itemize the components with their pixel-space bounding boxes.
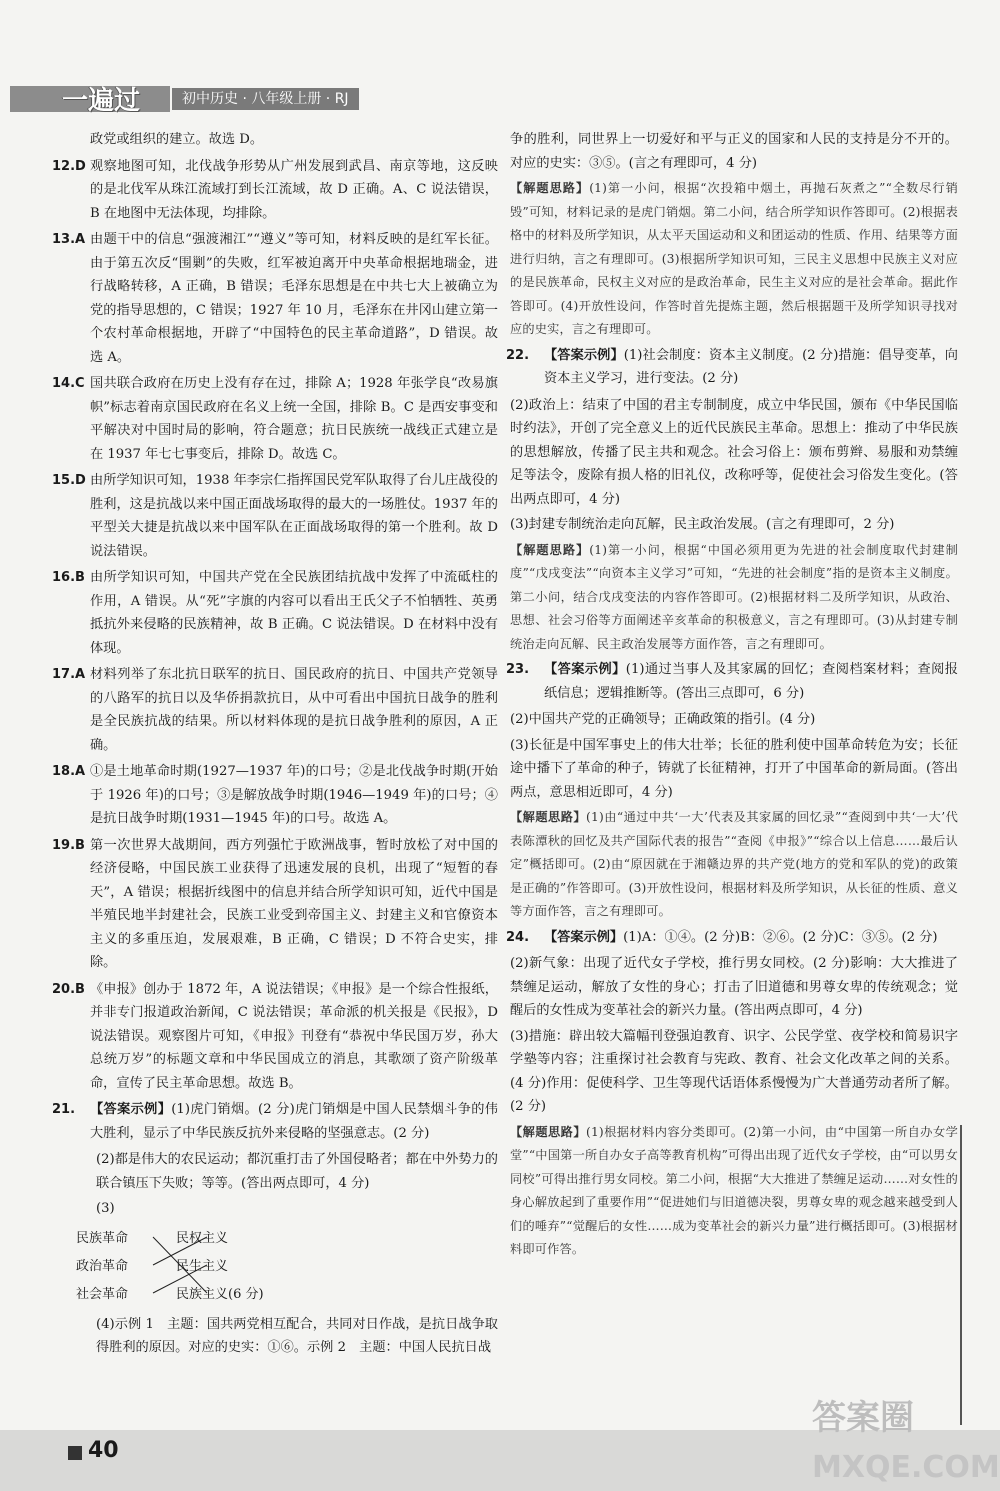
- diagram-right-2: 民生主义: [176, 1258, 229, 1274]
- q23-analysis: 【解题思路】(1)由“通过中共‘一大’代表及其家属的回忆录”“查阅到中共‘一大’代表陈潭秋的回忆及共产国际代表的报告”“查阅《申报》”“综合以上信息……最后认定”概括即可。(2)由“原因就在于湘赣边界的共产党(地方的党和军队的党)的政策是正确的”作答即可。(3)开放性设问，根据材料及所学知识，从长征的性质、意义等方面作答，言之有理即可。: [510, 810, 959, 918]
- column-divider: [960, 1125, 962, 1425]
- answer-item-23: 23. 【答案示例】(1)通过当事人及其家属的回忆；查阅档案材料；查阅报纸信息；逻辑推断等。(答出三点即可，6 分): [506, 662, 958, 701]
- answer-item-18: 18.A ①是土地革命时期(1927—1937 年)的口号；②是北伐战争时期(开始于 1926 年)的口号；③是解放战争时期(1946—1949 年)的口号；④是抗日战争时期(1931—1945 年)的口号。故选 A。: [52, 764, 498, 826]
- diagram-right-1: 民权主义: [176, 1230, 229, 1246]
- answer-item: 政党或组织的建立。故选 D。: [90, 132, 264, 147]
- answer-item-22: 22. 【答案示例】(1)社会制度：资本主义制度。(2 分)措施：倡导变革，向资本主义学习，进行变法。(2 分): [506, 347, 958, 386]
- q21-part4: (4)示例 1 主题：国共两党相互配合，共同对日作战，是抗日战争取得胜利的原因。对应的史实：①⑥。示例 2 主题：中国人民抗日战: [96, 1316, 498, 1355]
- diagram-left-2: 政治革命: [76, 1258, 129, 1274]
- diagram-right-3: 民族主义(6 分): [176, 1286, 264, 1302]
- answer-item-14: 14.C 国共联合政府在历史上没有存在过，排除 A；1928 年张学良“改易旗帜”标志着南京国民政府在名义上统一全国，排除 B。C 是西安事变和平解决对中国时局的影响，符合题意；抗日民族统一战线正式建立是在 1937 年七七事变后，排除 D。故选 C。: [52, 376, 498, 462]
- answer-item-19: 19.B 第一次世界大战期间，西方列强忙于欧洲战事，暂时放松了对中国的经济侵略，中国民族工业获得了迅速发展的良机，出现了“短暂的春天”，A 错误；根据折线图中的信息并结合所学知识可知，近代中国是半殖民地半封建社会，民族工业受到帝国主义、封建主义和官僚资本主义的多重压迫，发展艰难，B 正确，C 错误；D 不符合史实，排除。: [52, 837, 498, 970]
- q21-analysis: 【解题思路】(1)第一小问，根据“次投箱中烟土，再抛石灰煮之”“全数尽行销毁”可知，材料记录的是虎门销烟。第二小问，结合所学知识作答即可。(2)根据表格中的材料及所学知识，从太平天国运动和义和团运动的性质、作用、结果等方面进行归纳，言之有理即可。(3)根据所学知识可知，三民主义思想中民族主义对应的是民族革命，民权主义对应的是政治革命，民生主义对应的是社会革命。据此作答即可。(4)开放性设问，作答时首先提炼主题，然后根据题干及所学知识寻找对应的史实，言之有理即可。: [510, 181, 958, 336]
- q21-part3: (3): [96, 1201, 115, 1216]
- answer-item-21: 21. 【答案示例】(1)虎门销烟。(2 分)虎门销烟是中国人民禁烟斗争的伟大胜利，显示了中华民族反抗外来侵略的坚强意志。(2 分): [52, 1102, 498, 1141]
- answer-item-13: 13.A 由题干中的信息“强渡湘江”“遵义”等可知，材料反映的是红军长征。由于第五次反“围剿”的失败，红军被迫离开中央革命根据地瑞金，进行战略转移，A 正确，B 错误；毛泽东思想是在中共七大上被确立为党的指导思想的，C 错误；1927 年 10 月，毛泽东在井冈山建立第一个农村革命根据地，开辟了“中国特色的民主革命道路”，D 错误。故选 A。: [52, 232, 498, 365]
- left-column: [52, 128, 498, 1362]
- book-logo: 一遍过: [62, 86, 141, 116]
- subject-label: 初中历史 · 八年级上册 · RJ: [172, 88, 359, 110]
- diagram-left-3: 社会革命: [76, 1286, 129, 1302]
- watermark-badge: 答案圈: [812, 1398, 914, 1438]
- answer-item-16: 16.B 由所学知识可知，中国共产党在全民族团结抗战中发挥了中流砥柱的作用，A 错误。从“死”字旗的内容可以看出王氏父子不怕牺牲、英勇抵抗外来侵略的民族精神，故 B 正确。C 说法错误。D 在材料中没有体现。: [52, 570, 498, 656]
- page-marker-square: [68, 1446, 82, 1460]
- q24-part2: (2)新气象：出现了近代女子学校，推行男女同校。(2 分)影响：大大推进了禁缠足运动，解放了女性的身心；打击了旧道德和男尊女卑的传统观念；觉醒后的女性成为变革社会的新兴力量。(答出两点即可，4 分): [510, 956, 958, 1018]
- right-column: [506, 128, 959, 1264]
- matching-diagram: [76, 1227, 498, 1309]
- answer-item-15: 15.D 由所学知识可知，1938 年李宗仁指挥国民党军队取得了台儿庄战役的胜利，这是抗战以来中国正面战场取得的最大的一场胜仗。1937 年的平型关大捷是抗战以来中国军队在正面战场取得的第一个胜利。故 D 说法错误。: [52, 473, 498, 559]
- page-number: 40: [88, 1438, 119, 1463]
- q24-analysis: 【解题思路】(1)根据材料内容分类即可。(2)第一小问，由“中国第一所自办女学堂”“中国第一所自办女子高等教育机构”可得出出现了近代女子学校，由“可以男女同校”可得出推行男女同校。第二小问，根据“大大推进了禁缠足运动……对女性的身心解放起到了重要作用”“促进她们与旧道德决裂，男尊女卑的观念越来越受到人们的唾弃”“觉醒后的女性……成为变革社会的新兴力量”进行概括即可。(3)根据材料即可作答。: [510, 1124, 959, 1256]
- q22-part2: (2)政治上：结束了中国的君主专制制度，成立中华民国，颁布《中华民国临时约法》，开创了完全意义上的近代民族民主革命。思想上：推动了中华民族的思想解放，传播了民主共和观念。社会习俗上：颁布剪辫、易服和劝禁缠足等法令，废除有损人格的旧礼仪，改称呼等，促使社会习俗发生变化。(答出两点即可，4 分): [510, 397, 958, 507]
- q21-continuation: 争的胜利，同世界上一切爱好和平与正义的国家和人民的支持是分不开的。对应的史实：③⑤。(言之有理即可，4 分): [510, 132, 958, 171]
- answer-item-20: 20.B 《申报》创办于 1872 年，A 说法错误；《申报》是一个综合性报纸，并非专门报道政治新闻，C 说法错误；革命派的机关报是《民报》，D 说法错误。观察图片可知，《申报》刊登有“恭祝中华民国万岁，孙大总统万岁”的标题文章和中华民国成立的消息，其歌颂了资产阶级革命，宣传了民主革命思想。故选 B。: [52, 981, 498, 1091]
- q21-part2: (2)都是伟大的农民运动；都沉重打击了外国侵略者；都在中外势力的联合镇压下失败；等等。(答出两点即可，4 分): [96, 1152, 498, 1191]
- q23-part2: (2)中国共产党的正确领导；正确政策的指引。(4 分): [510, 712, 816, 727]
- q22-part3: (3)封建专制统治走向瓦解，民主政治发展。(言之有理即可，2 分): [510, 517, 895, 532]
- watermark-site: MXQE.COM: [812, 1450, 1000, 1485]
- q24-part3: (3)措施：辟出较大篇幅刊登强迫教育、识字、公民学堂、夜学校和简易识字学塾等内容；注重探讨社会教育与宪政、教育、社会文化改革之间的关系。(4 分)作用：促使科学、卫生等现代话语体系慢慢为广大普通劳动者所了解。(2 分): [510, 1028, 958, 1114]
- diagram-left-1: 民族革命: [76, 1230, 129, 1246]
- q23-part3: (3)长征是中国军事史上的伟大壮举；长征的胜利使中国革命转危为安；长征途中播下了革命的种子，铸就了长征精神，打开了中国革命的新局面。(答出两点，意思相近即可，4 分): [510, 737, 958, 800]
- answer-item-12: 12.D 观察地图可知，北伐战争形势从广州发展到武昌、南京等地，这反映的是北伐军从珠江流域打到长江流域，故 D 正确。A、C 说法错误，B 在地图中无法体现，均排除。: [52, 158, 498, 221]
- answer-item-17: 17.A 材料列举了东北抗日联军的抗日、国民政府的抗日、中国共产党领导的八路军的抗日以及华侨捐款抗日，从中可看出中国抗日战争的胜利是全民族抗战的结果。所以材料体现的是抗日战争胜利的原因，A 正确。: [52, 667, 498, 753]
- answer-example-tag: 【答案示例】: [90, 1102, 172, 1117]
- answer-item-24: 24. 【答案示例】(1)A：①④。(2 分)B：②⑥。(2 分)C：③⑤。(2 分): [506, 929, 938, 945]
- q22-analysis: 【解题思路】(1)第一小问，根据“中国必须用更为先进的社会制度取代封建制度”“戊戌变法”“向资本主义学习”可知，“先进的社会制度”指的是资本主义制度。第二小问，结合戊戌变法的内容作答即可。(2)根据材料二及所学知识，从政治、思想、社会习俗等方面阐述辛亥革命的积极意义，言之有理即可。(3)从封建专制统治走向瓦解、民主政治发展等方面作答，言之有理即可。: [510, 542, 958, 651]
- page-header: [0, 78, 1000, 120]
